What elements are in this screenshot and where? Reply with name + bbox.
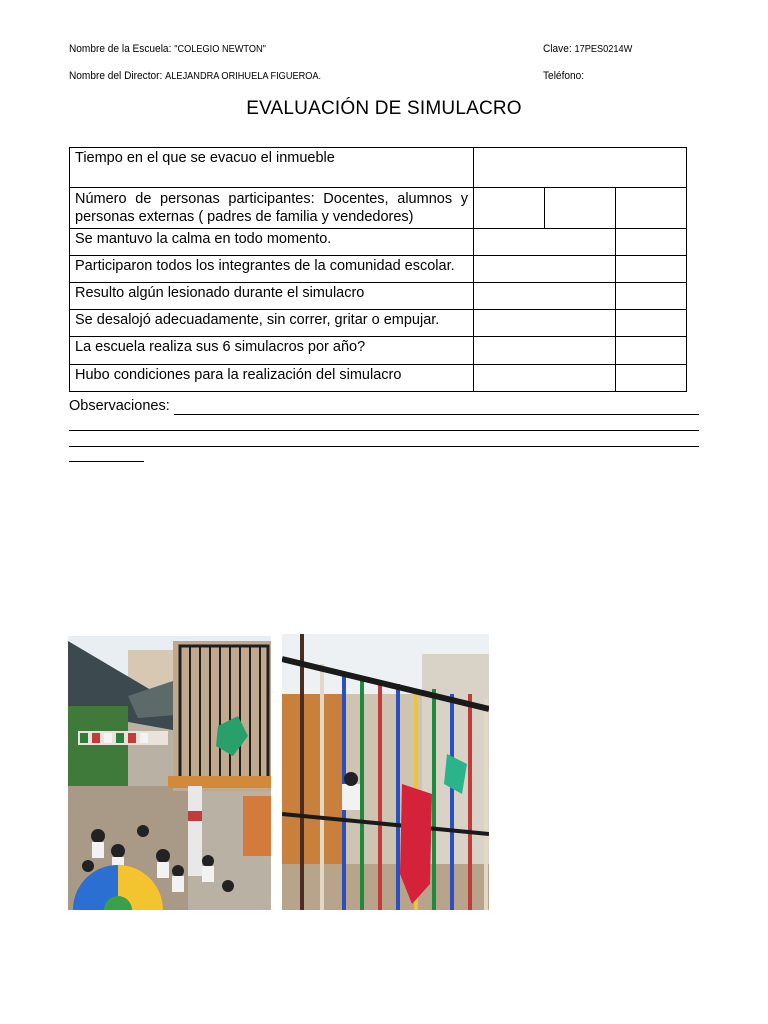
table-row [70, 365, 687, 392]
question-cell: Resulto algún lesionado durante el simulacro [70, 283, 474, 310]
table-row [70, 310, 687, 337]
courtyard-photo [68, 636, 271, 910]
question-cell: Hubo condiciones para la realización del simulacro [70, 365, 474, 392]
table-row [70, 256, 687, 283]
observations-label: Observaciones: [69, 398, 170, 414]
table-row [70, 229, 687, 256]
observations-line[interactable] [69, 461, 144, 462]
question-cell: Se mantuvo la calma en todo momento. [70, 229, 474, 256]
answer-cell-no[interactable] [616, 310, 687, 337]
school-name-value: "COLEGIO NEWTON" [174, 44, 266, 55]
question-cell: Se desalojó adecuadamente, sin correr, gritar o empujar. [70, 310, 474, 337]
director-value: ALEJANDRA ORIHUELA FIGUEROA. [165, 71, 322, 82]
director-label: Nombre del Director: [69, 70, 163, 82]
observations-line[interactable] [69, 430, 699, 431]
answer-cell-no[interactable] [616, 365, 687, 392]
answer-cell-yes[interactable] [474, 337, 616, 365]
observations-line[interactable] [174, 414, 699, 415]
answer-cell-yes[interactable] [474, 283, 616, 310]
answer-cell[interactable] [474, 148, 687, 188]
answer-cell-alumnos[interactable] [545, 188, 616, 229]
question-cell: La escuela realiza sus 6 simulacros por año? [70, 337, 474, 365]
director-line [69, 70, 321, 82]
answer-cell-docentes[interactable] [474, 188, 545, 229]
clave-line [543, 43, 632, 55]
phone-label: Teléfono: [543, 70, 585, 82]
answer-cell-no[interactable] [616, 229, 687, 256]
answer-cell-yes[interactable] [474, 365, 616, 392]
table-row [70, 337, 687, 365]
page-title: EVALUACIÓN DE SIMULACRO [246, 98, 522, 119]
railing-illustration [282, 634, 489, 910]
question-cell: Tiempo en el que se evacuo el inmueble [70, 148, 474, 188]
table-row [70, 148, 687, 188]
answer-cell-no[interactable] [616, 337, 687, 365]
question-cell: Participaron todos los integrantes de la comunidad escolar. [70, 256, 474, 283]
school-name-label: Nombre de la Escuela: [69, 43, 172, 55]
clave-value: 17PES0214W [574, 44, 633, 55]
evaluation-table [69, 147, 687, 392]
question-cell: Número de personas participantes: Docentes, alumnos y personas externas ( padres de familia y vendedores) [70, 188, 474, 229]
answer-cell-no[interactable] [616, 283, 687, 310]
courtyard-illustration [68, 636, 271, 910]
clave-label: Clave: [543, 43, 572, 55]
answer-cell-no[interactable] [616, 256, 687, 283]
school-name-line [69, 43, 266, 55]
balcony-railing-photo [282, 634, 489, 910]
phone-line [543, 70, 584, 82]
answer-cell-yes[interactable] [474, 310, 616, 337]
answer-cell-yes[interactable] [474, 256, 616, 283]
table-row [70, 283, 687, 310]
answer-cell-yes[interactable] [474, 229, 616, 256]
observations-line[interactable] [69, 446, 699, 447]
table-row [70, 188, 687, 229]
answer-cell-externas[interactable] [616, 188, 687, 229]
